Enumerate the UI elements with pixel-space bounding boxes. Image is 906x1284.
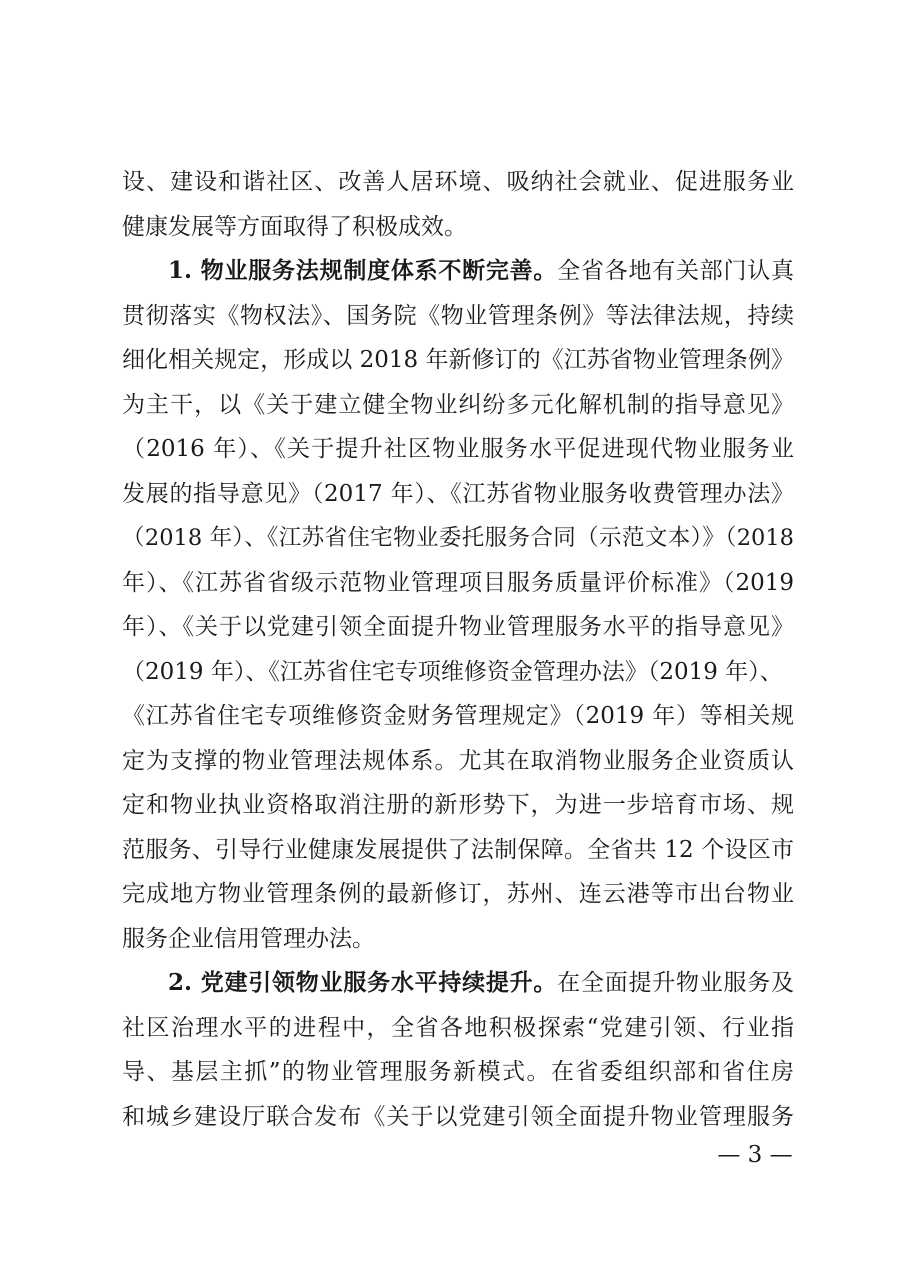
text-segment: 定和物业执业资格取消注册的新形势下，为进一步培育市场、规 [122, 792, 794, 818]
text-line [122, 1050, 794, 1095]
text-line [122, 561, 794, 606]
text-segment: 细化相关规定，形成以 2018 年新修订的《江苏省物业管理条例》 [122, 347, 794, 373]
text-segment: 服务企业信用管理办法。 [122, 925, 375, 952]
text-segment: 《江苏省住宅专项维修资金财务管理规定》（2019 年）等相关规 [122, 703, 794, 729]
text-line [122, 828, 794, 873]
section-heading-2: 2. 党建引领物业服务水平持续提升。 [168, 969, 558, 996]
text-segment: 为主干，以《关于建立健全物业纠纷多元化解机制的指导意见》 [122, 391, 794, 418]
text-segment: 全省各地有关部门认真 [557, 258, 795, 284]
text-segment: 发展的指导意见》（2017 年）、《江苏省物业服务收费管理办法》 [122, 480, 794, 507]
text-line [122, 1095, 794, 1140]
text-segment: 和城乡建设厅联合发布《关于以党建引领全面提升物业管理服务 [122, 1103, 794, 1130]
text-segment: 社区治理水平的进程中，全省各地积极探索“党建引领、行业指 [122, 1014, 794, 1041]
body-text [122, 160, 794, 1139]
text-line [122, 294, 794, 339]
text-line [122, 917, 794, 962]
text-line [122, 650, 794, 695]
text-line [122, 605, 794, 650]
text-line [122, 383, 794, 428]
text-segment: 范服务、引导行业健康发展提供了法制保障。全省共 12 个设区市 [122, 836, 794, 863]
text-segment: 健康发展等方面取得了积极成效。 [122, 213, 467, 240]
text-segment: （2019 年）、《江苏省住宅专项维修资金管理办法》（2019 年）、 [122, 658, 783, 685]
text-segment: 年）、《关于以党建引领全面提升物业管理服务水平的指导意见》 [122, 614, 794, 640]
text-line [122, 783, 794, 828]
section-heading-line [122, 249, 794, 294]
text-segment: 年）、《江苏省省级示范物业管理项目服务质量评价标准》（2019 [122, 569, 794, 596]
section-heading-line [122, 961, 794, 1006]
text-line [122, 872, 794, 917]
text-segment: 导、基层主抓”的物业管理服务新模式。在省委组织部和省住房 [122, 1059, 794, 1085]
section-heading-1: 1. 物业服务法规制度体系不断完善。 [168, 257, 558, 284]
text-line [122, 739, 794, 784]
text-line [122, 205, 794, 250]
text-segment: （2018 年）、《江苏省住宅物业委托服务合同（示范文本）》（2018 [122, 525, 794, 551]
text-line [122, 160, 794, 205]
text-line [122, 1006, 794, 1051]
text-segment: 设、建设和谐社区、改善人居环境、吸纳社会就业、促进服务业 [122, 169, 794, 195]
text-line [122, 427, 794, 472]
text-segment: 贯彻落实《物权法》、国务院《物业管理条例》等法律法规，持续 [122, 302, 794, 329]
text-segment: 完成地方物业管理条例的最新修订，苏州、连云港等市出台物业 [122, 881, 794, 907]
page-number: — 3 — [717, 1142, 793, 1168]
text-line [122, 472, 794, 517]
text-segment: 在全面提升物业服务及 [557, 970, 795, 996]
text-line [122, 516, 794, 561]
text-segment: （2016 年）、《关于提升社区物业服务水平促进现代物业服务业 [122, 436, 794, 462]
text-segment: 定为支撑的物业管理法规体系。尤其在取消物业服务企业资质认 [122, 747, 794, 774]
text-line [122, 338, 794, 383]
text-line [122, 694, 794, 739]
